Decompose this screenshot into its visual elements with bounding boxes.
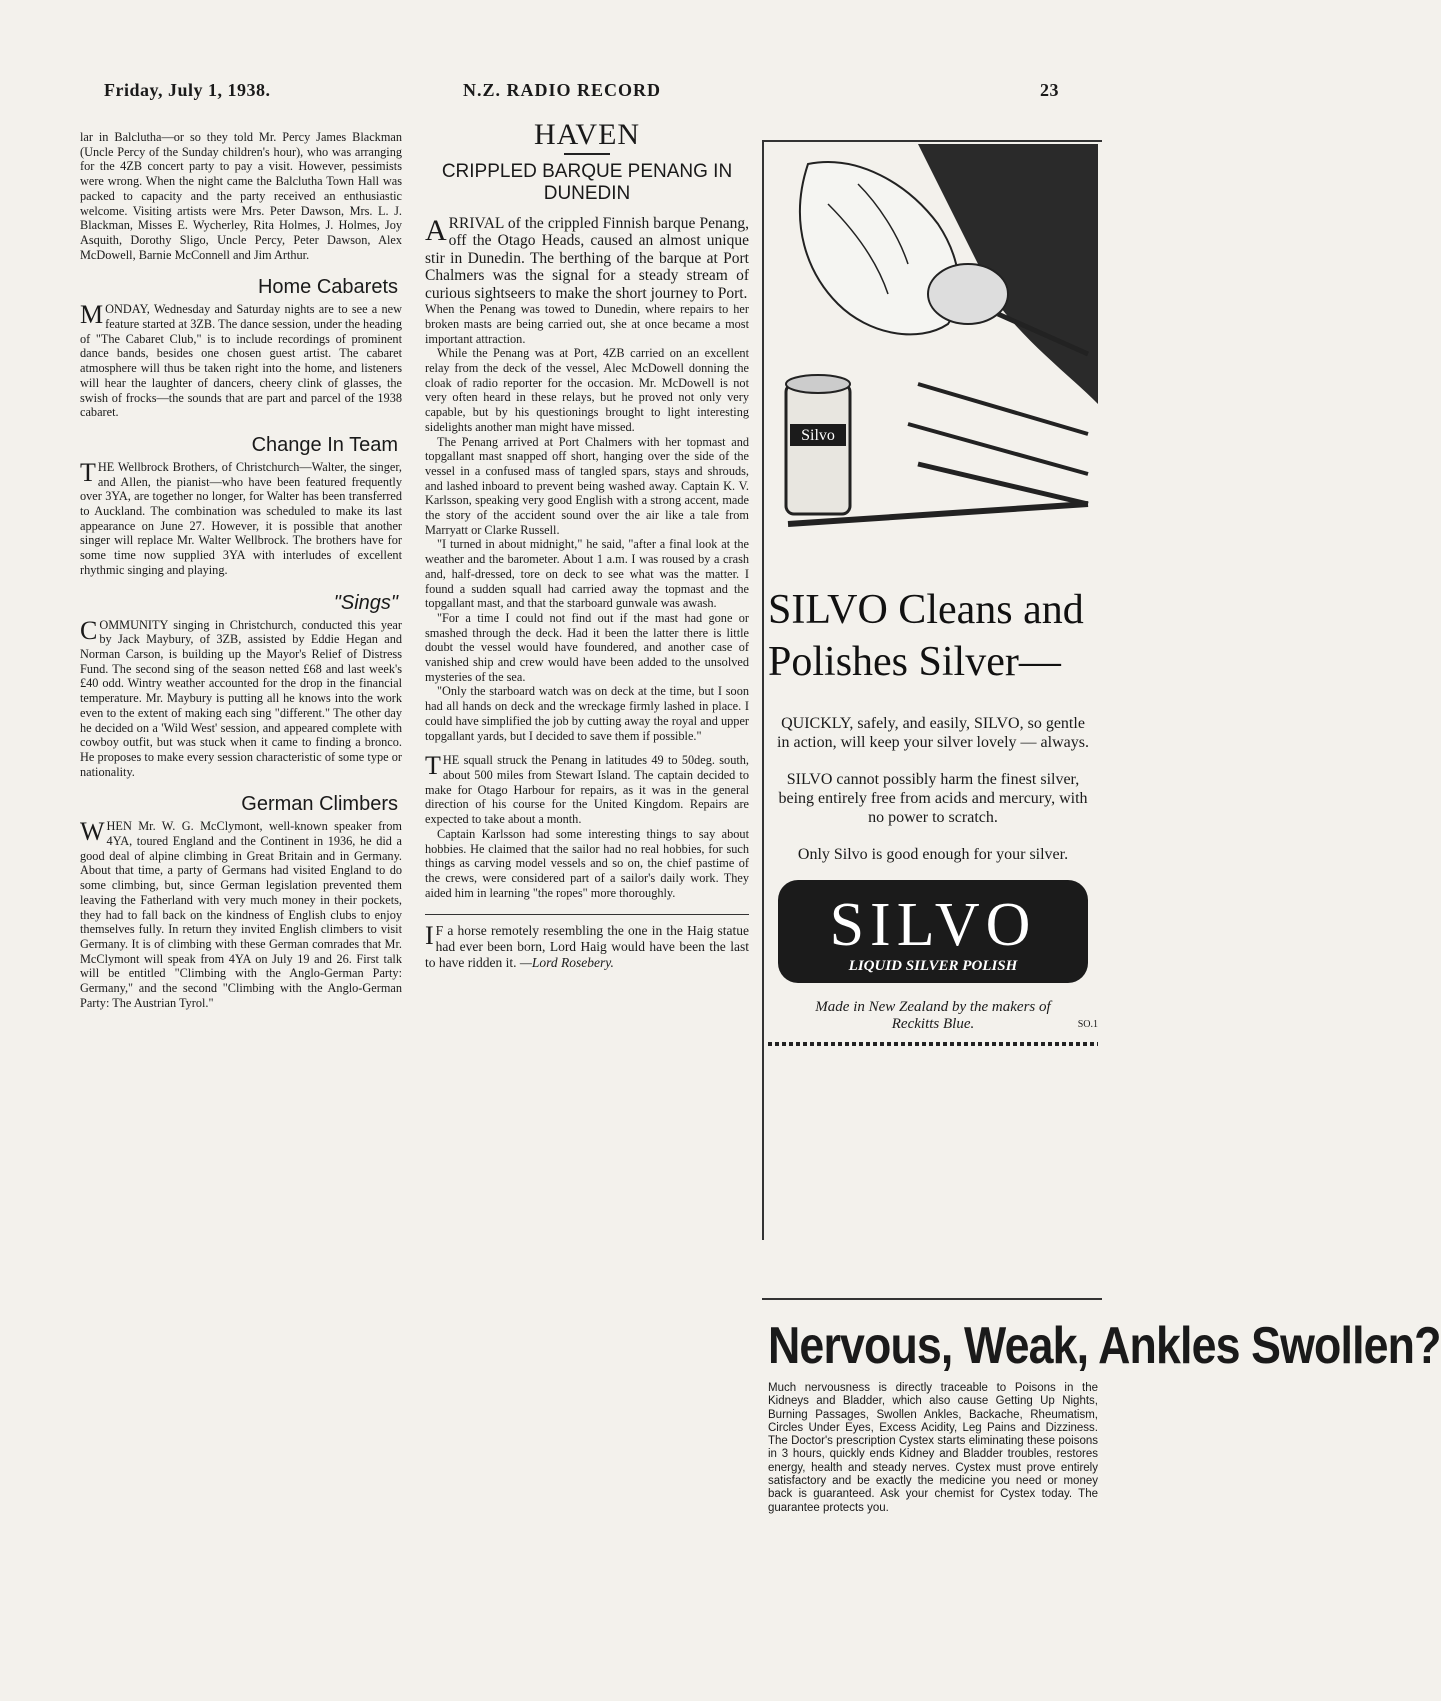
silvo-illustration	[768, 144, 1098, 584]
article-paragraph: THE squall struck the Penang in latitudes 49 to 50deg. south, about 500 miles from Stewart Island. The captain decided to make for Otago Harbour for repairs, as it was in the general direction of his course for the United Kingdom. Repairs are expected to take about a month.	[425, 751, 749, 827]
silvo-brand-badge	[778, 880, 1088, 983]
drop-cap: A	[425, 213, 447, 247]
silvo-brand-subtitle: LIQUID SILVER POLISH	[848, 958, 1018, 974]
cystex-headline: Nervous, Weak, Ankles Swollen?	[768, 1317, 1441, 1375]
ad-border	[762, 140, 1102, 142]
silvo-tin-icon	[786, 384, 850, 514]
ad-border	[762, 1298, 1102, 1300]
article-paragraph: "Only the starboard watch was on deck at the time, but I soon had all hands on deck and the wreckage firmly lashed in place. I could have simplified the job by cutting away the royal and upper topgallant yards, but I decided to save them if possible."	[425, 684, 749, 743]
article-paragraph: THE Wellbrock Brothers, of Christchurch—Walter, the singer, and Allen, the pianist—who have been featured frequently over 3YA, are together no longer, for Walter has been transferred to Auckland. The combination was scheduled to make its last appearance on June 27. However, it is possible that another singer will replace Mr. Walter Wellbrock. The brothers have for some time now supplied 3YA with interludes of excellent rhythmic singing and playing.	[80, 457, 402, 577]
silvo-ad-copy	[768, 584, 1098, 1046]
drop-cap: W	[80, 817, 105, 847]
article-paragraph: WHEN Mr. W. G. McClymont, well-known speaker from 4YA, toured England and the Continent in 1936, he did a good deal of alpine climbing in Great Britain and in Germany. About that time, a party of Germans had visited England to do some climbing, but, since German legislation prevented them leaving the Fatherland with very much money in their pockets, they had to fall back on the kindness of English clubs to enjoy themselves fully. In return they invited English climbers to visit Germany. It is of climbing with these German comrades that Mr. McClymont will speak from 4YA on July 19 and 26. First talk will be entitled "Climbing with the Anglo-German Party: Germany," and the second "Climbing with the Anglo-German Party: The Austrian Tyrol."	[80, 817, 402, 1010]
column-2	[425, 118, 749, 971]
lede-paragraph: ARRIVAL of the crippled Finnish barque Penang, off the Otago Heads, caused an almost unique stir in Dunedin. The berthing of the barque at Port Chalmers was the signal for a steady stream of curious sightseers to make the short journey to Port.	[425, 213, 749, 302]
drop-cap: M	[80, 300, 104, 330]
quote-paragraph: I F a horse remotely resembling the one in the Haig statue had ever been born, Lord Haig would have been the last to have ridden it. —Lord Rosebery.	[425, 921, 749, 971]
silvo-paragraph: SILVO cannot possibly harm the finest silver, being entirely free from acids and mercury, with no power to scratch.	[778, 771, 1088, 826]
section-heading: Home Cabarets	[257, 276, 398, 299]
hand-polishing-spoon-illustration	[768, 144, 1098, 584]
silvo-brand-name: SILVO	[829, 891, 1037, 959]
quote-attribution: —Lord Rosebery.	[519, 955, 614, 971]
page-number: 23	[1040, 80, 1059, 100]
tin-label: Silvo	[801, 427, 835, 444]
article-paragraph: Captain Karlsson had some interesting things to say about hobbies. He claimed that the sailor had no real hobbies, for such things as carving model vessels and so on, the chief pastime of the crews, were considered part of a sailor's daily work. They aided him in learning "the ropes" more thoroughly.	[425, 826, 749, 900]
cystex-body: Much nervousness is directly traceable to Poisons in the Kidneys and Bladder, which also cause Getting Up Nights, Burning Passages, Swollen Ankles, Backache, Rheumatism, Circles Under Eyes, Excess Acidity, Leg Pains and Dizziness. The Doctor's prescription Cystex starts eliminating these poisons in 3 hours, quickly ends Kidney and Bladder troubles, restores energy, health and steady nerves. Cystex must prove entirely satisfactory and be exactly the medicine you need or money back is guaranteed. Ask your chemist for Cystex today. The guarantee protects you.	[768, 1382, 1098, 1514]
issue-date: Friday, July 1, 1938.	[104, 80, 271, 100]
article-paragraph: "I turned in about midnight," he said, "after a final look at the weather and the barometer. About 1 a.m. I was roused by a crash and, half-dressed, tore on deck to see what was the matter. I found a sudden squall had carried away the topmast and the topgallant mast, and that the starboard gunwale was awash.	[425, 537, 749, 611]
silvo-maker: Made in New Zealand by the makers of Reckitts Blue.	[815, 999, 1051, 1032]
article-paragraph: "For a time I could not find out if the mast had gone or smashed through the deck. Had it been the latter there is little doubt the vessel would have foundered, and another case of vanished ship and crew would have been added to the unsolved mysteries of the sea.	[425, 610, 749, 684]
section-heading: "Sings"	[333, 591, 398, 614]
section-heading: Change In Team	[251, 433, 398, 456]
ad-border	[762, 140, 764, 1240]
cystex-ad	[768, 1317, 1441, 1515]
drop-cap: I	[425, 921, 434, 951]
drop-cap: C	[80, 615, 98, 645]
intro-paragraph: lar in Balclutha—or so they told Mr. Percy James Blackman (Uncle Percy of the Sunday children's hour), who was arranging for the 4ZB concert party to pay a visit. However, pessimists were wrong. When the night came the Balclutha Town Hall was packed to capacity and the party received an enthusiastic welcome. Visiting artists were Mrs. Peter Dawson, Mrs. L. J. Blackman, Misses E. Wycherley, Rita Holmes, J. Holmes, Joy Asquith, Dorothy Sligo, Uncle Percy, Peter Dawson, Alex McDowell, Barnie McConnell and Jim Arthur.	[80, 130, 402, 262]
silvo-paragraph: Only Silvo is good enough for your silver.	[797, 846, 1069, 863]
divider	[425, 914, 749, 915]
drop-cap: T	[80, 457, 96, 487]
title-rule	[564, 153, 610, 155]
article-deck: CRIPPLED BARQUE PENANG IN DUNEDIN	[441, 160, 733, 204]
article-paragraph: While the Penang was at Port, 4ZB carried on an excellent relay from the deck of the vessel, Alec McDowell donning the cloak of radio reporter for the occasion. Mr. McDowell is not very often heard in these relays, but he proved not only very capable, but by his questionings brought to light interesting sidelights another man might have missed.	[425, 346, 749, 434]
section-heading: German Climbers	[241, 793, 398, 816]
article-paragraph: COMMUNITY singing in Christchurch, conducted this year by Jack Maybury, of 3ZB, assisted by Eddie Hegan and Norman Carson, is building up the Mayor's Relief of Distress Fund. The second sing of the season netted £68 and last week's £40 odd. Wintry weather accounted for the drop in the financial temperature. Mr. Maybury is putting all he knows into the work even to the extent of making each sing "different." The other day he decided on a 'Wild West' session, and appeared complete with cowboy outfit, but was stuck when it came to finding a bronco. He proposes to make every session characteristic of some type or nationality.	[80, 615, 402, 779]
silvo-paragraph: QUICKLY, safely, and easily, SILVO, so gentle in action, will keep your silver lovely — always.	[777, 715, 1089, 751]
silvo-code: SO.1	[1077, 1019, 1098, 1030]
decorative-border	[768, 1042, 1098, 1046]
column-1	[80, 130, 402, 1010]
article-paragraph: When the Penang was towed to Dunedin, where repairs to her broken masts are being carried out, she at once became a most important attraction.	[425, 302, 749, 346]
article-title: HAVEN	[533, 118, 641, 151]
drop-cap: T	[425, 751, 441, 781]
article-paragraph: The Penang arrived at Port Chalmers with her topmast and topgallant mast snapped off short, hanging over the side of the vessel in a confused mass of tangled spars, stays and shrouds, and lashed inboard to prevent being washed away. Captain K. V. Karlsson, speaking very good English with a strong accent, made the story of the accident sound over the air like a tale from Marryatt or Clarke Russell.	[425, 434, 749, 537]
silvo-headline: SILVO Cleans and Polishes Silver—	[768, 587, 1084, 685]
publication-title: N.Z. RADIO RECORD	[463, 80, 662, 100]
article-paragraph: MONDAY, Wednesday and Saturday nights are to see a new feature started at 3ZB. The dance session, under the heading of "The Cabaret Club," is to include recordings of prominent dance bands, besides one chosen guest artist. The cabaret atmosphere will thus be taken right into the home, and listeners will hear the laughter of dancers, cheery clink of glasses, the swish of frocks—the sounds that are part and parcel of the 1938 cabaret.	[80, 300, 402, 420]
